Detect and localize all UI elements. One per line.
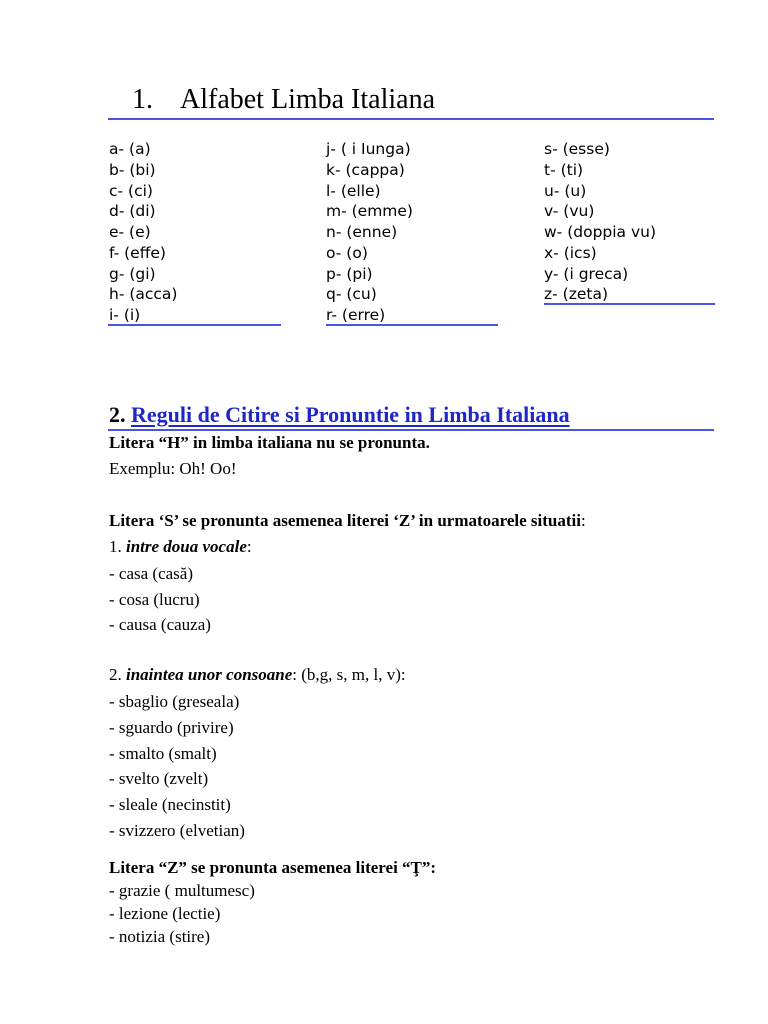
letter-entry: g- (gi) (109, 264, 156, 283)
list-item: - grazie ( multumesc) (109, 881, 255, 900)
alphabet-column-1 (109, 139, 284, 326)
letter-entry: m- (emme) (326, 202, 413, 221)
list-item: - smalto (smalt) (109, 743, 217, 763)
z-rule-text: Litera “Z” se pronunta asemenea literei “Ţ”: (109, 858, 437, 877)
letter-entry: z- (zeta) (544, 285, 608, 304)
letter-entry: w- (doppia vu) (544, 223, 657, 241)
letter-entry: h- (acca) (109, 285, 178, 304)
letter-entry: v- (vu) (544, 202, 595, 221)
list-item: - causa (cauza) (109, 615, 211, 634)
section-2-title-link[interactable]: Reguli de Citire si Pronuntie in Limba Italiana (131, 402, 570, 427)
letter-entry: k- (cappa) (326, 160, 405, 179)
s-rule-intro (109, 510, 729, 532)
letter-entry: f- (effe) (109, 243, 166, 262)
letter-entry: a- (a) (109, 140, 151, 158)
case-2-label: inaintea unor consoane (126, 665, 293, 684)
case-1-label: intre doua vocale (126, 537, 247, 556)
case-2-number: 2. (109, 665, 126, 684)
heading-1-underline (108, 118, 714, 120)
section-2-heading (109, 400, 570, 430)
section-2-number: 2. (109, 402, 126, 427)
heading-2-underline (108, 429, 714, 431)
letter-entry: x- (ics) (544, 243, 597, 262)
list-item: - notizia (stire) (109, 927, 211, 946)
letter-entry: i- (i) (109, 306, 141, 324)
h-rule-text: Litera “H” in limba italiana nu se pronunta. (109, 433, 430, 452)
list-item: - svizzero (elvetian) (109, 820, 245, 840)
letter-entry: p- (pi) (326, 264, 373, 283)
column-1-underline (108, 324, 281, 326)
list-item: - sleale (necinstit) (109, 795, 231, 815)
letter-entry: j- ( i Iunga) (326, 140, 411, 158)
case-1-heading (109, 536, 729, 558)
letter-entry: e- (e) (109, 223, 151, 241)
case-2-heading (109, 664, 729, 686)
letter-entry: t- (ti) (544, 160, 584, 179)
z-list (109, 879, 729, 948)
list-item: - svelto (zvelt) (109, 769, 209, 789)
case-1-colon: : (246, 537, 252, 556)
letter-entry: s- (esse) (544, 140, 610, 158)
list-item: - casa (casă) (109, 564, 193, 583)
list-item: - lezione (lectie) (109, 904, 221, 923)
column-2-underline (326, 324, 498, 326)
case-2-list (109, 689, 729, 844)
letter-entry: y- (i greca) (544, 264, 629, 283)
letter-entry: n- (enne) (326, 223, 398, 241)
case-1-number: 1. (109, 537, 126, 556)
letter-entry: q- (cu) (326, 285, 377, 304)
h-example-text: Exemplu: Oh! Oo! (109, 459, 237, 478)
list-item: - cosa (lucru) (109, 589, 200, 609)
column-3-underline (544, 303, 715, 305)
letter-entry: r- (erre) (326, 306, 386, 324)
list-item: - sguardo (privire) (109, 717, 234, 737)
letter-entry: o- (o) (326, 243, 368, 262)
alphabet-column-3 (544, 139, 719, 305)
letter-entry: c- (ci) (109, 181, 153, 200)
section-1-title: Alfabet Limba Italiana (180, 84, 435, 115)
s-rule-intro-colon: : (581, 511, 586, 530)
s-rule-intro-text: Litera ‘S’ se pronunta asemenea literei ‘Z’ in urmatoarele situatii (109, 511, 581, 530)
case-2-rest: : (b,g, s, m, l, v): (292, 665, 406, 684)
letter-entry: b- (bi) (109, 160, 156, 179)
letter-entry: l- (elle) (326, 181, 381, 200)
list-item: - sbaglio (greseala) (109, 692, 240, 711)
letter-entry: u- (u) (544, 181, 587, 200)
case-1-list (109, 561, 729, 638)
alphabet-column-2 (326, 139, 501, 326)
section-1-number: 1. (132, 84, 153, 115)
letter-entry: d- (di) (109, 202, 156, 221)
